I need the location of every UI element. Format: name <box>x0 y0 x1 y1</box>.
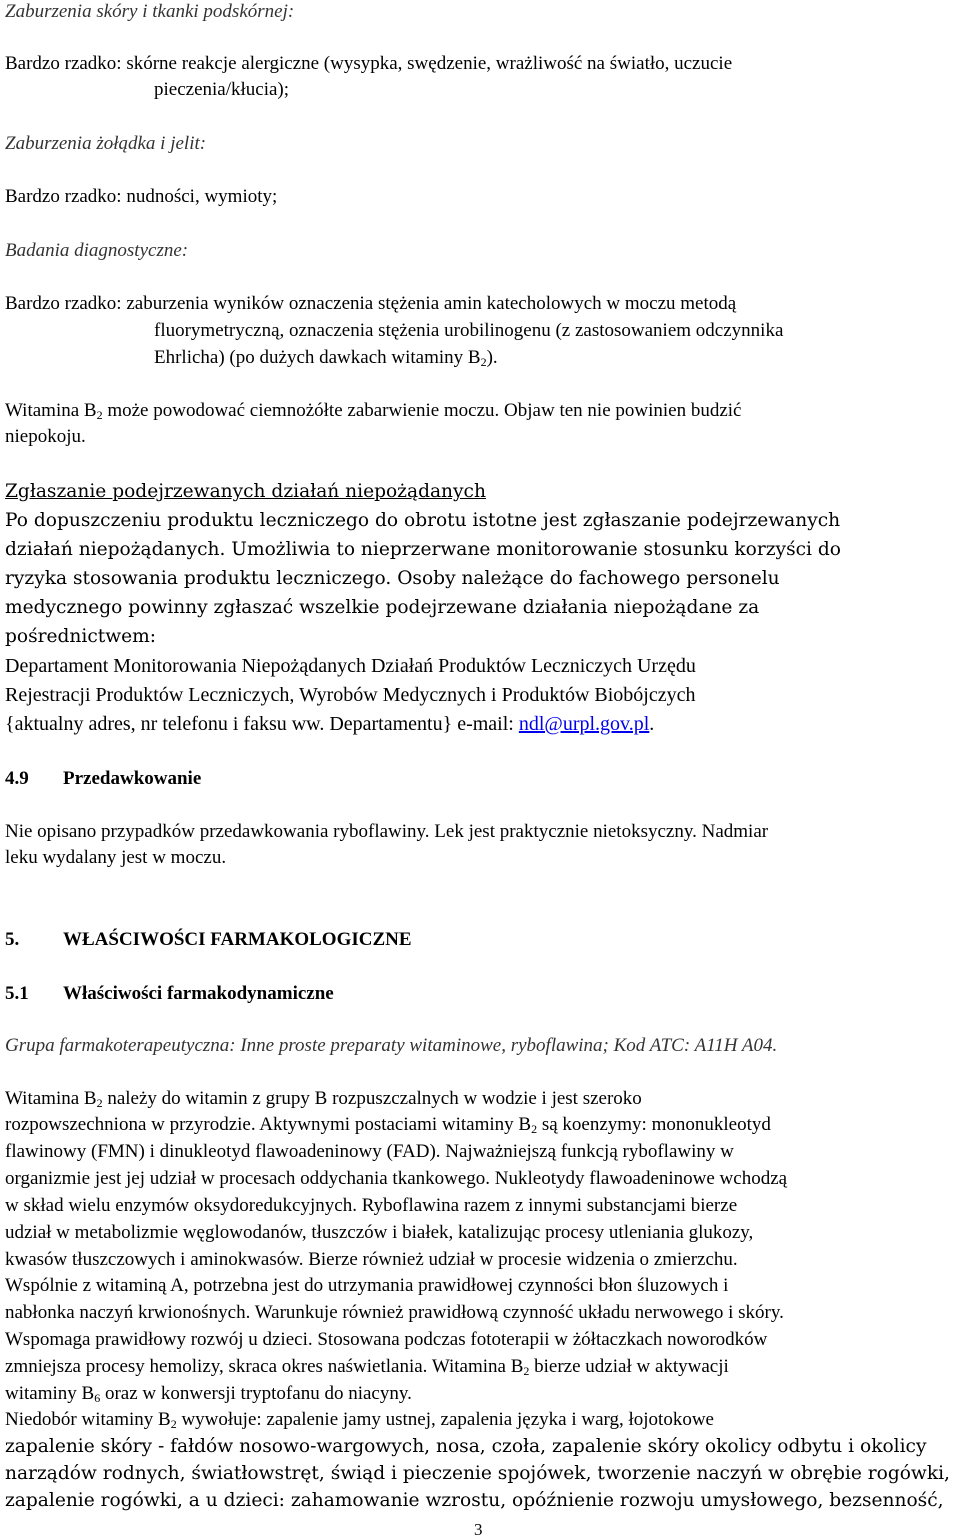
email-link[interactable]: ndl@urpl.gov.pl <box>518 713 650 735</box>
overdose-line-2: leku wydalany jest w moczu. <box>5 847 227 868</box>
pd-paragraph-line-4: organizmie jest jej udział w procesach oddychania tkankowego. Nukleotydy flawoadeninowe wchodzą <box>5 1168 788 1189</box>
section-4-9-heading: 4.9 Przedawkowanie <box>5 768 202 789</box>
pd-paragraph-line-1: Witamina $B_2$ należy do witamin z grupy B rozpuszczalnych w wodzie i jest szeroko <box>5 1088 642 1110</box>
deficiency-line-2: zapalenie skóry - fałdów nosowo-wargowych, nosa, czoła, zapalenie skóry okolicy odbytu i okolicy <box>5 1436 927 1457</box>
section-5-1-heading: 5.1 Właściwości farmakodynamiczne <box>5 983 334 1004</box>
overdose-line-1: Nie opisano przypadków przedawkowania ryboflawiny. Lek jest praktycznie nietoksyczny. Nadmiar <box>5 821 769 842</box>
diagnostics-line-3: Ehrlicha) (po dużych dawkach witaminy $B_2$). <box>154 347 498 369</box>
skin-disorders-line-1: Bardzo rzadko: skórne reakcje alergiczne (wysypka, swędzenie, wrażliwość na światło, uczucie <box>5 53 733 74</box>
deficiency-line-1: Niedobór witaminy $B_2$ wywołuje: zapalenie jamy ustnej, zapalenia języka i warg, łojotokowe <box>5 1409 714 1431</box>
deficiency-line-4: zapalenie rogówki, a u dzieci: zahamowanie wzrostu, opóźnienie rozwoju umysłowego, bezsenność, <box>5 1490 944 1511</box>
reporting-line-2: działań niepożądanych. Umożliwia to nieprzerwane monitorowanie stosunku korzyści do <box>5 539 841 560</box>
urine-color-line-1: Witamina $B_2$ może powodować ciemnożółte zabarwienie moczu. Objaw ten nie powinien budzić <box>5 400 742 422</box>
reporting-line-3: ryzyka stosowania produktu leczniczego. Osoby należące do fachowego personelu <box>5 568 780 589</box>
pd-paragraph-line-8: Wspólnie z witaminą A, potrzebna jest do utrzymania prawidłowej czynności błon śluzowych i <box>5 1275 729 1296</box>
pd-paragraph-line-12: witaminy $B_6$ oraz w konwersji tryptofanu do niacyny. <box>5 1383 412 1405</box>
pd-paragraph-line-6: udział w metabolizmie węglowodanów, tłuszczów i białek, katalizując procesy utleniania glukozy, <box>5 1222 754 1243</box>
gi-disorders-line-1: Bardzo rzadko: nudności, wymioty; <box>5 186 278 207</box>
reporting-address-line-2: Rejestracji Produktów Leczniczych, Wyrobów Medycznych i Produktów Biobójczych <box>5 684 696 706</box>
pd-paragraph-line-9: nabłonka naczyń krwionośnych. Warunkuje również prawidłową czynność układu nerwowego i skóry. <box>5 1302 784 1323</box>
reporting-heading: Zgłaszanie podejrzewanych działań niepożądanych <box>5 481 486 502</box>
reporting-line-1: Po dopuszczeniu produktu leczniczego do obrotu istotne jest zgłaszanie podejrzewanych <box>5 510 841 531</box>
skin-disorders-heading: Zaburzenia skóry i tkanki podskórnej: <box>5 1 295 22</box>
reporting-address-line-1: Departament Monitorowania Niepożądanych Działań Produktów Leczniczych Urzędu <box>5 655 696 677</box>
page-number: 3 <box>474 1520 483 1539</box>
reporting-contact-line: {aktualny adres, nr telefonu i faksu ww. Departamentu} e-mail: ndl@urpl.gov.pl. <box>5 713 655 735</box>
pd-paragraph-line-3: flawinowy (FMN) i dinukleotyd flawoadeninowy (FAD). Najważniejszą funkcją ryboflawiny w <box>5 1141 734 1162</box>
pd-paragraph-line-11: zmniejsza procesy hemolizy, skraca okres naświetlania. Witamina $B_2$ bierze udział w aktywacji <box>5 1356 729 1378</box>
diagnostics-line-2: fluorymetryczną, oznaczenia stężenia urobilinogenu (z zastosowaniem odczynnika <box>154 320 784 341</box>
reporting-line-4: medycznego powinny zgłaszać wszelkie podejrzewane działania niepożądane za <box>5 597 760 618</box>
pd-paragraph-line-7: kwasów tłuszczowych i aminokwasów. Bierze również udział w procesie widzenia o zmierzchu. <box>5 1249 738 1270</box>
pd-paragraph-line-2: rozpowszechniona w przyrodzie. Aktywnymi postaciami witaminy $B_2$ są koenzymy: mononukleotyd <box>5 1114 771 1136</box>
deficiency-line-3: narządów rodnych, światłowstręt, świąd i pieczenie spojówek, tworzenie naczyń w obrębie rogówki, <box>5 1463 950 1484</box>
skin-disorders-line-2: pieczenia/kłucia); <box>154 79 290 100</box>
gi-disorders-heading: Zaburzenia żołądka i jelit: <box>5 133 207 154</box>
diagnostics-line-1: Bardzo rzadko: zaburzenia wyników oznaczenia stężenia amin katecholowych w moczu metodą <box>5 293 737 314</box>
pd-paragraph-line-5: w skład wielu enzymów oksydoredukcyjnych. Ryboflawina razem z innymi substancjami bierze <box>5 1195 738 1216</box>
pd-paragraph-line-10: Wspomaga prawidłowy rozwój u dzieci. Stosowana podczas fototerapii w żółtaczkach noworodków <box>5 1329 768 1350</box>
atc-group-line: Grupa farmakoterapeutyczna: Inne proste preparaty witaminowe, ryboflawina; Kod ATC: A11H A04. <box>5 1035 778 1056</box>
diagnostics-heading: Badania diagnostyczne: <box>5 240 189 261</box>
urine-color-line-2: niepokoju. <box>5 426 86 447</box>
section-5-heading: 5. WŁAŚCIWOŚCI FARMAKOLOGICZNE <box>5 929 412 950</box>
reporting-line-5: pośrednictwem: <box>5 626 157 647</box>
